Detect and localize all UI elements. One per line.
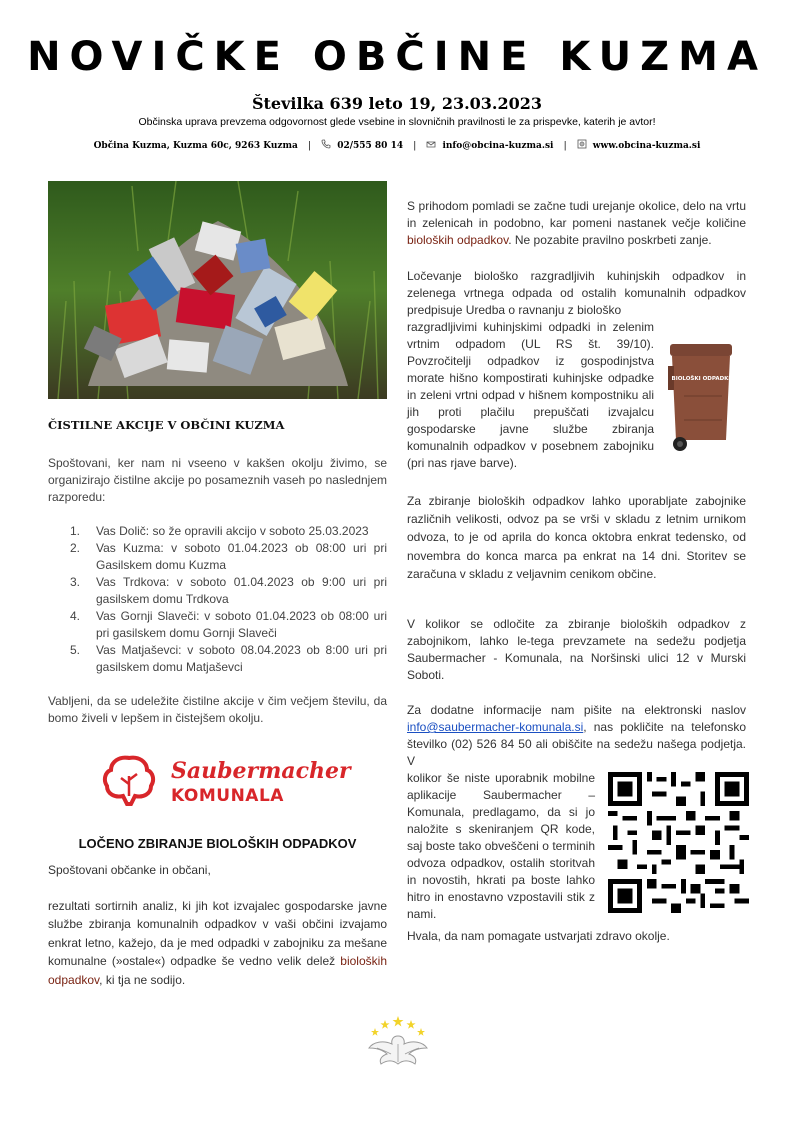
phone-number[interactable]: 02/555 80 14 <box>337 141 404 151</box>
bin-label: BIOLOŠKI ODPADKI <box>671 376 731 382</box>
separator: | <box>563 141 567 151</box>
separator: | <box>413 141 417 151</box>
list-number: 2. <box>70 541 81 555</box>
address: Občina Kuzma, Kuzma 60c, 9263 Kuzma <box>93 141 298 151</box>
list-item <box>48 642 387 676</box>
cleanup-heading: ČISTILNE AKCIJE V OBČINI KUZMA <box>48 418 285 432</box>
mail-icon <box>426 139 436 149</box>
list-text: Vas Matjaševci: v soboto 08.04.2023 ob 8:00 uri pri gasilskem domu Matjaševci <box>96 643 387 674</box>
spring-paragraph <box>407 198 746 249</box>
text: Ločevanje biološko razgradljivih kuhinjskih odpadkov in zelenega vrtnega odpada od ostalih komunalnih odpadkov predpisuje Uredba o ravnanju z biološko <box>407 269 746 317</box>
thanks-line: Hvala, da nam pomagate ustvarjati zdravo okolje. <box>407 929 670 943</box>
list-text: Vas Gornji Slaveči: v soboto 01.04.2023 ob 08:00 uri pri gasilskem domu Gornji Slaveči <box>96 609 387 640</box>
pickup-paragraph: V kolikor se odločite za zbiranje bioloških odpadkov z zabojnikom, lahko le-tega prevzamete na sedežu podjetja Saubermacher - Komunala, na Noršinski ulici 12 v Murski Soboti. <box>407 617 746 682</box>
tree-logo-icon <box>99 750 159 806</box>
list-text: Vas Trdkova: v soboto 01.04.2023 ob 9:00 uri pri gasilskem domu Trdkova <box>96 575 387 606</box>
issue-line: Številka 639 leto 19, 23.03.2023 <box>251 94 543 113</box>
text: , nas pokličite na telefonsko številko (02) 526 84 50 ali obiščite na sedežu našega podjetja. V <box>407 720 746 768</box>
list-item <box>48 540 387 574</box>
logo-subname: KOMUNALA <box>171 786 284 806</box>
web-icon <box>577 139 587 149</box>
contact-bar <box>0 139 794 151</box>
saubermacher-logo <box>99 750 351 806</box>
text: , ki tja ne sodijo. <box>99 972 186 987</box>
email-link[interactable]: info@saubermacher-komunala.si <box>407 720 584 734</box>
waste-pile-photo <box>48 181 387 399</box>
separate-collection-heading: LOČENO ZBIRANJE BIOLOŠKIH ODPADKOV <box>78 836 357 851</box>
list-item <box>48 574 387 608</box>
text: Za dodatne informacije nam pišite na elektronski naslov <box>407 703 746 717</box>
text: razgradljivimi kuhinjskimi odpadki in zelenim vrtnim odpadom (UL RS št. 39/10). Povzročitelji odpadkov iz gospodinjstva morate hišno kompostirati kuhinjske odpadke in zeleni vrtni odpad v hišnem kompostniku ali jih proti plačilu prepuščati izvajalcu gospodarske javne službe zbiranja komunalnih odpadkov v posebnem zabojniku (pri nas rjave barve). <box>407 320 654 470</box>
greeting: Spoštovani občanke in občani, <box>48 863 211 877</box>
separator: | <box>308 141 312 151</box>
disclaimer: Občinska uprava prevzema odgovornost glede vsebine in slovničnih pravilnosti le za prispevke, katerih je avtor! <box>138 116 656 128</box>
logo-name: Saubermacher <box>171 758 351 784</box>
list-number: 4. <box>70 609 81 623</box>
phone-icon <box>321 139 331 149</box>
highlight-text: bioloških odpadkov <box>407 233 509 247</box>
list-item <box>48 608 387 642</box>
text: kolikor še niste uporabnik mobilne aplikacije Saubermacher – Komunala, predlagamo, da si jo naložite s skeniranjem QR kode, saj boste tako obveščeni o terminih odvoza odpadkov, ostalih storitvah in novostih, hkrati pa boste lahko hitro in enostavno vzpostavili stik z nami. <box>407 771 595 921</box>
list-number: 1. <box>70 524 81 538</box>
list-number: 5. <box>70 643 81 657</box>
schedule-paragraph: Za zbiranje bioloških odpadkov lahko uporabljate zabojnike različnih velikosti, odvoz pa se vrši v skladu z letnim urnikom odvoza, to je od aprila do konca oktobra enkrat tedensko, od novembra do konca marca pa enkrat na 14 dni. Storitev se zaračuna v skladu z veljavnim cenikom občine. <box>407 494 746 581</box>
qr-code[interactable] <box>608 772 749 913</box>
newsletter-title: NOVIČKE OBČINE KUZMA <box>27 34 767 80</box>
dove-emblem <box>365 1014 431 1076</box>
website-link[interactable]: www.obcina-kuzma.si <box>592 141 701 151</box>
list-text: Vas Kuzma: v soboto 01.04.2023 ob 08:00 uri pri Gasilskem domu Kuzma <box>96 541 387 572</box>
list-text: Vas Dolič: so že opravili akcijo v soboto 25.03.2023 <box>96 524 369 538</box>
text: rezultati sortirnih analiz, ki jih kot izvajalec gospodarske javne službe zbiranja komunalnih odpadkov v vaši občini izvajamo enkrat letno, kažejo, da je med odpadki v zabojniku za mešane komunalne (»ostale«) odpadke še vedno velik delež <box>48 899 387 969</box>
highlight-text: bioloških odpadkov <box>48 954 387 987</box>
cleanup-schedule-list <box>48 523 387 676</box>
text: . Ne pozabite pravilno poskrbeti zanje. <box>508 233 712 247</box>
brown-bin-image <box>662 336 738 454</box>
cleanup-intro: Spoštovani, ker nam ni vseeno v kakšen okolju živimo, se organizirajo čistilne akcije po posameznih vaseh po naslednjem razporedu: <box>48 456 387 504</box>
cleanup-outro: Vabljeni, da se udeležite čistilne akcije v čim večjem številu, da bomo živeli v lepšem in čistejšem okolju. <box>48 694 387 725</box>
analysis-paragraph <box>48 897 387 989</box>
text: S prihodom pomladi se začne tudi urejanje okolice, delo na vrtu in zelenicah in podobno, kar pomeni nastanek večje količine <box>407 199 746 230</box>
list-item <box>48 523 387 540</box>
email-link[interactable]: info@obcina-kuzma.si <box>442 141 554 151</box>
list-number: 3. <box>70 575 81 589</box>
